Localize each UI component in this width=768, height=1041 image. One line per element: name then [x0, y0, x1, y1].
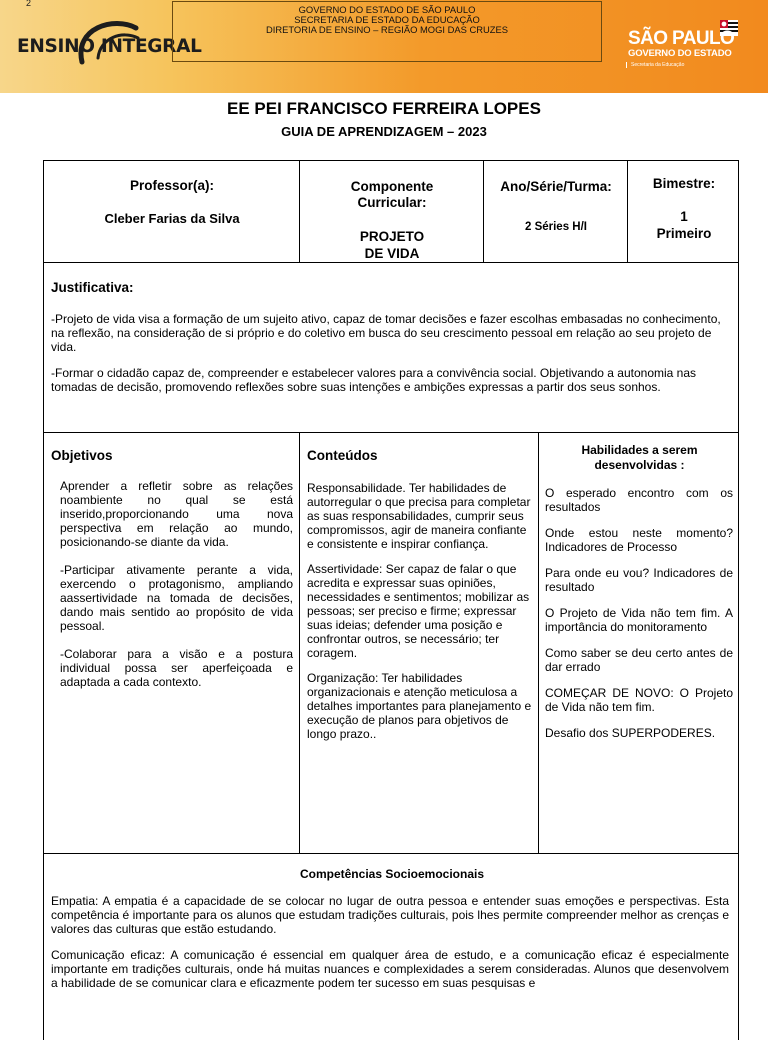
conteudos-paragraph: Organização: Ter habilidades organizacionais e atenção meticulosa a detalhes importantes para planejamento e execução de planos para objetivos de longo prazo..	[307, 671, 532, 741]
gov-line-directorate: DIRETORIA DE ENSINO – REGIÃO MOGI DAS CRUZES	[265, 24, 509, 35]
objetivos-text	[60, 479, 293, 703]
habilidades-label-line1: Habilidades a serem	[581, 443, 698, 457]
conteudos-cell	[300, 433, 539, 853]
competencias-label: Competências Socioemocionais	[299, 867, 485, 881]
componente-value-line1: PROJETO	[359, 229, 425, 244]
habilidades-item: Como saber se deu certo antes de dar errado	[545, 646, 733, 674]
justificativa-paragraph: -Formar o cidadão capaz de, compreender e estabelecer valores para a convivência social. Objetivando a autonomia nas tomadas de decisão, promovendo reflexões sobre suas intenções e ambições expressas a partir dos seus sonhos.	[51, 366, 697, 394]
bimestre-word: Primeiro	[656, 226, 712, 241]
habilidades-item: O esperado encontro com os resultados	[545, 486, 733, 514]
objetivos-conteudos-row	[44, 433, 738, 854]
competencias-text	[51, 894, 729, 1002]
sao-paulo-government-logo	[622, 20, 752, 75]
competencias-paragraph: Empatia: A empatia é a capacidade de se colocar no lugar de outra pessoa e entender suas emoções e perspectivas. Esta competência é importante para os alunos que estudam tradições culturais, pois lhes permite compreender melhor as crenças e valores das culturas que estão estudando.	[51, 894, 729, 936]
componente-label	[300, 179, 484, 211]
objetivos-paragraph: -Participar ativamente perante a vida, exercendo o protagonismo, ampliando aassertividade na tomada de decisões, dando mais sentido ao propósito de vida pessoal.	[60, 563, 293, 633]
bimestre-value	[628, 208, 740, 242]
bimestre-cell	[628, 161, 740, 262]
justificativa-paragraph: -Projeto de vida visa a formação de um sujeito ativo, capaz de tomar decisões e fazer escolhas embasadas no conhecimento, na reflexão, na consideração de si próprio e do coletivo em busca do seu crescimento pessoal em relação ao seu projeto de vida.	[51, 312, 721, 354]
conteudos-paragraph: Assertividade: Ser capaz de falar o que acredita e expressar suas opiniões, necessidades e sentimentos; mobilizar as pessoas; ser preciso e firme; expressar suas ideias; defender uma posição e confrontar outros, se necessário; ter coragem.	[307, 562, 530, 660]
guide-title: GUIA DE APRENDIZAGEM – 2023	[281, 124, 487, 139]
bimestre-label: Bimestre:	[652, 176, 716, 191]
competencias-row	[44, 854, 738, 1041]
objetivos-paragraph: -Colaborar para a visão e a postura individual possa ser aperfeiçoada e adaptada a cada contexto.	[60, 647, 293, 689]
professor-name: Cleber Farias da Silva	[104, 211, 240, 226]
page-number: 2	[26, 0, 32, 8]
componente-label-line2: Curricular:	[357, 195, 427, 210]
habilidades-item: Onde estou neste momento? Indicadores de Processo	[545, 526, 733, 554]
header-banner	[0, 0, 768, 93]
habilidades-item: COMEÇAR DE NOVO: O Projeto de Vida não tem fim.	[545, 686, 733, 714]
ano-serie-value: 2 Séries H/I	[524, 221, 587, 233]
conteudos-label: Conteúdos	[307, 448, 378, 463]
info-row	[44, 161, 738, 263]
componente-cell	[300, 161, 484, 262]
gov-line-state: GOVERNO DO ESTADO DE SÃO PAULO	[298, 4, 476, 15]
ano-serie-label: Ano/Série/Turma:	[500, 179, 612, 194]
objetivos-paragraph: Aprender a refletir sobre as relações noambiente no qual se está inserido,proporcionando uma nova perspectiva em relação ao mundo, posicionando-se diante da vida.	[60, 479, 293, 549]
ensino-integral-logo	[14, 18, 202, 74]
sao-paulo-wordmark: SÃO PAULO	[628, 28, 735, 49]
government-header-box	[172, 1, 602, 62]
secretaria-wordmark: Secretaria da Educação	[626, 62, 684, 68]
governo-do-estado-wordmark: GOVERNO DO ESTADO	[628, 48, 732, 59]
conteudos-text	[307, 481, 533, 752]
bimestre-number: 1	[680, 209, 688, 224]
habilidades-cell	[539, 433, 740, 853]
habilidades-label-line2: desenvolvidas :	[594, 458, 685, 472]
conteudos-paragraph: Responsabilidade. Ter habilidades de autorregular o que precisa para completar as suas responsabilidades, cumprir seus compromissos, agir de maneira confiante e consistente e inspirar confiança.	[307, 481, 531, 551]
componente-value-line2: DE VIDA	[364, 246, 420, 261]
justificativa-text	[51, 312, 730, 406]
gov-line-secretariat: SECRETARIA DE ESTADO DA EDUCAÇÃO	[294, 14, 480, 25]
ano-serie-cell	[484, 161, 628, 262]
habilidades-label	[539, 443, 740, 473]
learning-guide-table	[43, 160, 739, 1040]
objetivos-label: Objetivos	[51, 448, 113, 463]
componente-value	[300, 228, 484, 262]
ensino-integral-wordmark: ENSINO INTEGRAL	[17, 36, 202, 57]
habilidades-item: O Projeto de Vida não tem fim. A importância do monitoramento	[545, 606, 733, 634]
justificativa-label: Justificativa:	[51, 280, 134, 295]
professor-label: Professor(a):	[129, 178, 215, 193]
competencias-paragraph: Comunicação eficaz: A comunicação é essencial em qualquer área de estudo, e a comunicação eficaz é especialmente importante em tradições culturais, onde há muitas nuances e complexidades a serem consideradas. Alunos que desenvolvem a habilidade de se comunicar clara e eficazmente podem ter sucesso em suas pesquisas e	[51, 948, 729, 990]
justificativa-row	[44, 263, 738, 433]
professor-cell	[44, 161, 300, 262]
habilidades-list	[545, 486, 733, 752]
habilidades-item: Para onde eu vou? Indicadores de resultado	[545, 566, 733, 594]
componente-label-line1: Componente	[350, 179, 434, 194]
habilidades-item: Desafio dos SUPERPODERES.	[545, 726, 716, 740]
school-name: EE PEI FRANCISCO FERREIRA LOPES	[227, 99, 541, 118]
objetivos-cell	[44, 433, 300, 853]
